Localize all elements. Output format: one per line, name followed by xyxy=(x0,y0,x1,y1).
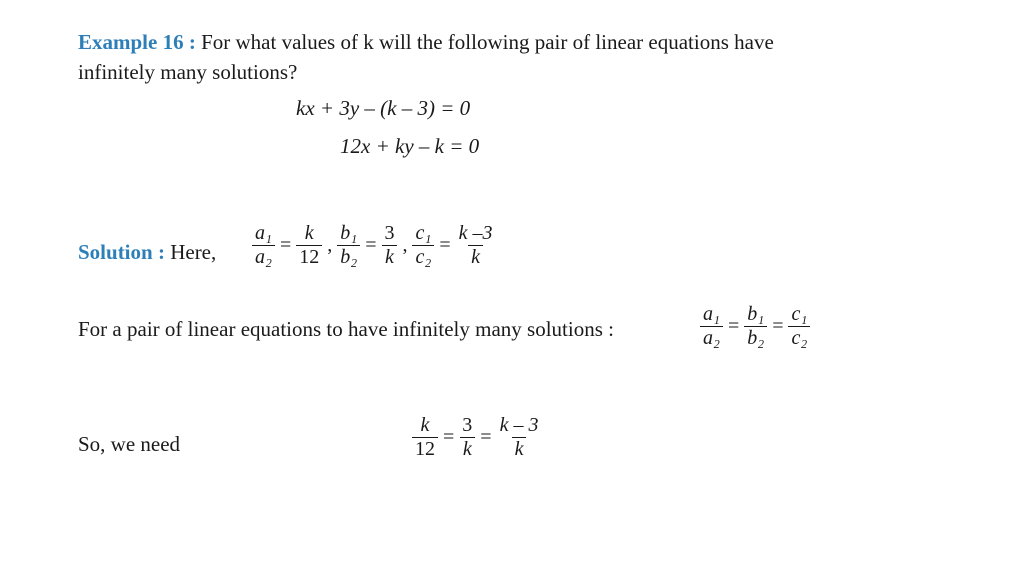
fraction-c1-c2: $\frac{\text{c₁}}{\text{c₂}}$ xyxy=(788,303,810,350)
fraction-3-k: $\frac{3}{k}$ xyxy=(459,414,475,461)
fraction-km3-k: $\frac{k - 3}{k}$ xyxy=(499,414,539,460)
fraction-b1-b2: $\frac{\text{b₁}}{\text{b₂}}$ xyxy=(744,303,767,350)
solution-ratios: $\frac{\text{a₁}}{\text{a₂}}$ = $\frac{k}{12}$ , $\frac{\text{b₁}}{\text{b₂}}$ = $\frac{3}{k}$ , $\frac{\text{c₁}}{\text{c₂}}$ = $\frac{k -3}{k}$ xyxy=(250,222,497,269)
fraction-b1-b2: $\frac{\text{b₁}}{\text{b₂}}$ xyxy=(337,222,360,269)
question-text-line2: infinitely many solutions? xyxy=(78,60,298,84)
question-text-line1: For what values of k will the following pair of linear equations have xyxy=(201,30,774,54)
fraction-3-k: $\frac{3}{k}$ xyxy=(381,222,397,269)
fraction-a1-a2: $\frac{\text{a₁}}{\text{a₂}}$ xyxy=(252,222,275,269)
fraction-km3-k: $\frac{k -3}{k}$ xyxy=(458,222,493,268)
fraction-k-12: $\frac{k}{12}$ xyxy=(296,222,322,269)
equation-1: kx + 3y – (k – 3) = 0 xyxy=(296,96,471,120)
equation-2: 12x + ky – k = 0 xyxy=(340,134,480,158)
condition-text: For a pair of linear equations to have infinitely many solutions : xyxy=(78,317,614,341)
example-label: Example 16 : xyxy=(78,30,196,54)
solution-here: Here, xyxy=(170,240,217,264)
need-text: So, we need xyxy=(78,432,181,456)
example-question xyxy=(78,30,774,55)
fraction-c1-c2: $\frac{\text{c₁}}{\text{c₂}}$ xyxy=(412,222,434,269)
fraction-k-12: $\frac{k}{12}$ xyxy=(412,414,438,461)
need-ratios: $\frac{k}{12}$ = $\frac{3}{k}$ = $\frac{k - 3}{k}$ xyxy=(410,414,543,461)
condition-ratios: $\frac{\text{a₁}}{\text{a₂}}$ = $\frac{\text{b₁}}{\text{b₂}}$ = $\frac{\text{c₁}}{\text{c₂}}$ xyxy=(698,303,812,350)
solution-intro xyxy=(78,240,216,265)
fraction-a1-a2: $\frac{\text{a₁}}{\text{a₂}}$ xyxy=(700,303,723,350)
solution-label: Solution : xyxy=(78,240,165,264)
